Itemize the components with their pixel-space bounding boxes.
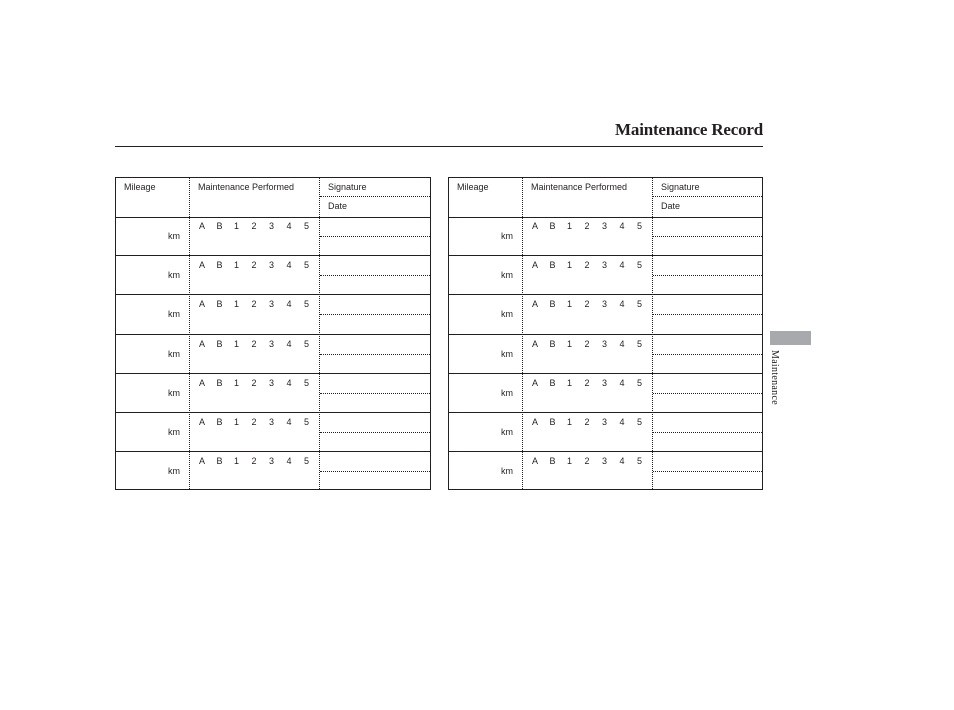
maintenance-codes [532,260,655,270]
title-rule [115,146,763,147]
maintenance-code: 3 [269,377,275,388]
maintenance-code: 1 [567,377,573,388]
maintenance-code: 2 [251,377,257,388]
maintenance-code: 5 [637,338,643,349]
maintenance-code: A [532,416,539,427]
signature-date-divider [320,196,430,197]
mileage-unit: km [501,426,513,437]
maintenance-code: 1 [234,299,240,310]
maintenance-codes [532,339,655,349]
maintenance-codes [532,221,655,231]
maintenance-code: A [199,338,206,349]
table-row [116,295,430,334]
header-signature: Signature [661,182,700,192]
maintenance-code: 3 [269,299,275,310]
header-mileage: Mileage [457,182,489,192]
table-rows [116,217,430,489]
maintenance-code: 5 [304,416,310,427]
maintenance-code: 3 [269,338,275,349]
table-row [116,452,430,491]
maintenance-code: 1 [234,338,240,349]
maintenance-code: 3 [269,456,275,467]
header-mileage: Mileage [124,182,156,192]
maintenance-code: 5 [637,456,643,467]
table-row [449,256,762,295]
maintenance-codes [199,299,322,309]
mileage-unit: km [501,270,513,281]
maintenance-code: 5 [637,221,643,231]
maintenance-code: 4 [619,221,625,231]
maintenance-code: 1 [567,299,573,310]
maintenance-code: 3 [602,338,608,349]
table-row [449,374,762,413]
maintenance-code: A [532,338,539,349]
maintenance-code: 5 [637,377,643,388]
header-signature: Signature [328,182,367,192]
maintenance-codes [532,417,655,427]
mileage-unit: km [168,387,180,398]
maintenance-code: 3 [269,221,275,231]
maintenance-codes [199,456,322,466]
maintenance-code: 3 [602,377,608,388]
maintenance-code: 2 [251,338,257,349]
maintenance-code: 5 [637,299,643,310]
maintenance-code: B [216,456,223,467]
maintenance-code: 2 [584,416,590,427]
header-maintenance-performed: Maintenance Performed [198,182,295,192]
maintenance-code: 1 [234,221,240,231]
maintenance-code: 1 [567,416,573,427]
maintenance-codes [199,260,322,270]
signature-date-divider [320,471,430,472]
maintenance-code: 4 [619,377,625,388]
table-row [116,217,430,256]
mileage-unit: km [168,466,180,477]
maintenance-code: B [549,416,556,427]
table-header [116,178,430,218]
maintenance-code: 2 [251,260,257,271]
maintenance-code: 2 [251,299,257,310]
maintenance-code: B [549,260,556,271]
signature-date-divider [653,196,762,197]
maintenance-code: 5 [304,299,310,310]
maintenance-code: 5 [304,338,310,349]
maintenance-code: 1 [567,221,573,231]
maintenance-code: 4 [286,260,292,271]
maintenance-code: 2 [584,221,590,231]
maintenance-code: 4 [619,338,625,349]
maintenance-code: B [549,338,556,349]
mileage-unit: km [168,270,180,281]
table-row [449,452,762,491]
maintenance-codes [532,378,655,388]
maintenance-code: A [532,221,539,231]
table-row [116,335,430,374]
mileage-unit: km [168,348,180,359]
table-row [449,295,762,334]
maintenance-code: B [216,377,223,388]
maintenance-code: B [549,377,556,388]
mileage-unit: km [168,231,180,241]
maintenance-code: B [216,338,223,349]
maintenance-code: 5 [637,260,643,271]
maintenance-code: 4 [619,416,625,427]
maintenance-code: 1 [234,260,240,271]
mileage-unit: km [501,348,513,359]
maintenance-code: A [199,221,206,231]
signature-date-divider [320,275,430,276]
page-title: Maintenance Record [615,120,763,139]
maintenance-code: 2 [584,338,590,349]
mileage-unit: km [501,231,513,241]
signature-date-divider [653,471,762,472]
table-row [116,256,430,295]
maintenance-code: B [216,299,223,310]
signature-date-divider [653,393,762,394]
table-row [449,335,762,374]
signature-date-divider [320,236,430,237]
maintenance-code: A [199,456,206,467]
maintenance-code: 2 [251,221,257,231]
maintenance-code: 2 [584,299,590,310]
mileage-unit: km [501,387,513,398]
maintenance-code: A [199,260,206,271]
maintenance-code: 3 [269,416,275,427]
maintenance-code: 5 [304,221,310,231]
maintenance-code: A [199,377,206,388]
maintenance-code: A [532,260,539,271]
maintenance-code: 1 [234,416,240,427]
maintenance-code: 3 [602,456,608,467]
maintenance-code: A [532,377,539,388]
header-date: Date [661,201,681,211]
maintenance-code: 1 [234,456,240,467]
header-date: Date [328,201,348,211]
table-row [449,217,762,256]
maintenance-code: 5 [304,260,310,271]
maintenance-code: 3 [602,260,608,271]
header-maintenance-performed: Maintenance Performed [531,182,628,192]
maintenance-code: B [216,221,223,231]
maintenance-code: B [216,260,223,271]
maintenance-code: 3 [269,260,275,271]
maintenance-code: 4 [619,260,625,271]
mileage-unit: km [168,426,180,437]
mileage-unit: km [501,309,513,320]
maintenance-record-table-right [448,177,763,490]
signature-date-divider [320,354,430,355]
maintenance-code: B [549,221,556,231]
signature-date-divider [653,354,762,355]
maintenance-code: 1 [567,260,573,271]
signature-date-divider [653,432,762,433]
maintenance-code: 1 [234,377,240,388]
maintenance-code: 1 [567,456,573,467]
maintenance-code: 4 [286,221,292,231]
maintenance-code: 2 [584,456,590,467]
table-row [116,374,430,413]
maintenance-code: 4 [619,299,625,310]
maintenance-code: 5 [304,456,310,467]
maintenance-code: A [199,416,206,427]
table-rows [449,217,762,489]
maintenance-code: 4 [286,338,292,349]
maintenance-codes [532,456,655,466]
section-tab-marker [770,331,811,345]
maintenance-record-table-left [115,177,431,490]
maintenance-code: A [532,456,539,467]
table-header [449,178,762,218]
maintenance-code: 1 [567,338,573,349]
mileage-unit: km [168,309,180,320]
table-row [116,413,430,452]
maintenance-codes [199,221,322,231]
maintenance-code: 3 [602,221,608,231]
signature-date-divider [320,432,430,433]
maintenance-code: 4 [286,377,292,388]
maintenance-code: 2 [584,260,590,271]
signature-date-divider [653,314,762,315]
maintenance-code: 2 [251,456,257,467]
maintenance-code: 2 [251,416,257,427]
maintenance-code: 4 [286,456,292,467]
maintenance-codes [532,299,655,309]
section-tab-label: Maintenance [769,350,780,405]
table-row [449,413,762,452]
maintenance-code: 3 [602,299,608,310]
maintenance-code: B [216,416,223,427]
maintenance-codes [199,339,322,349]
maintenance-codes [199,378,322,388]
maintenance-code: 4 [286,299,292,310]
maintenance-code: 5 [637,416,643,427]
maintenance-code: A [199,299,206,310]
maintenance-code: A [532,299,539,310]
signature-date-divider [320,314,430,315]
signature-date-divider [653,275,762,276]
signature-date-divider [653,236,762,237]
maintenance-code: 5 [304,377,310,388]
maintenance-code: B [549,299,556,310]
signature-date-divider [320,393,430,394]
maintenance-code: 2 [584,377,590,388]
maintenance-code: 3 [602,416,608,427]
maintenance-code: B [549,456,556,467]
mileage-unit: km [501,466,513,477]
maintenance-codes [199,417,322,427]
maintenance-code: 4 [286,416,292,427]
maintenance-code: 4 [619,456,625,467]
